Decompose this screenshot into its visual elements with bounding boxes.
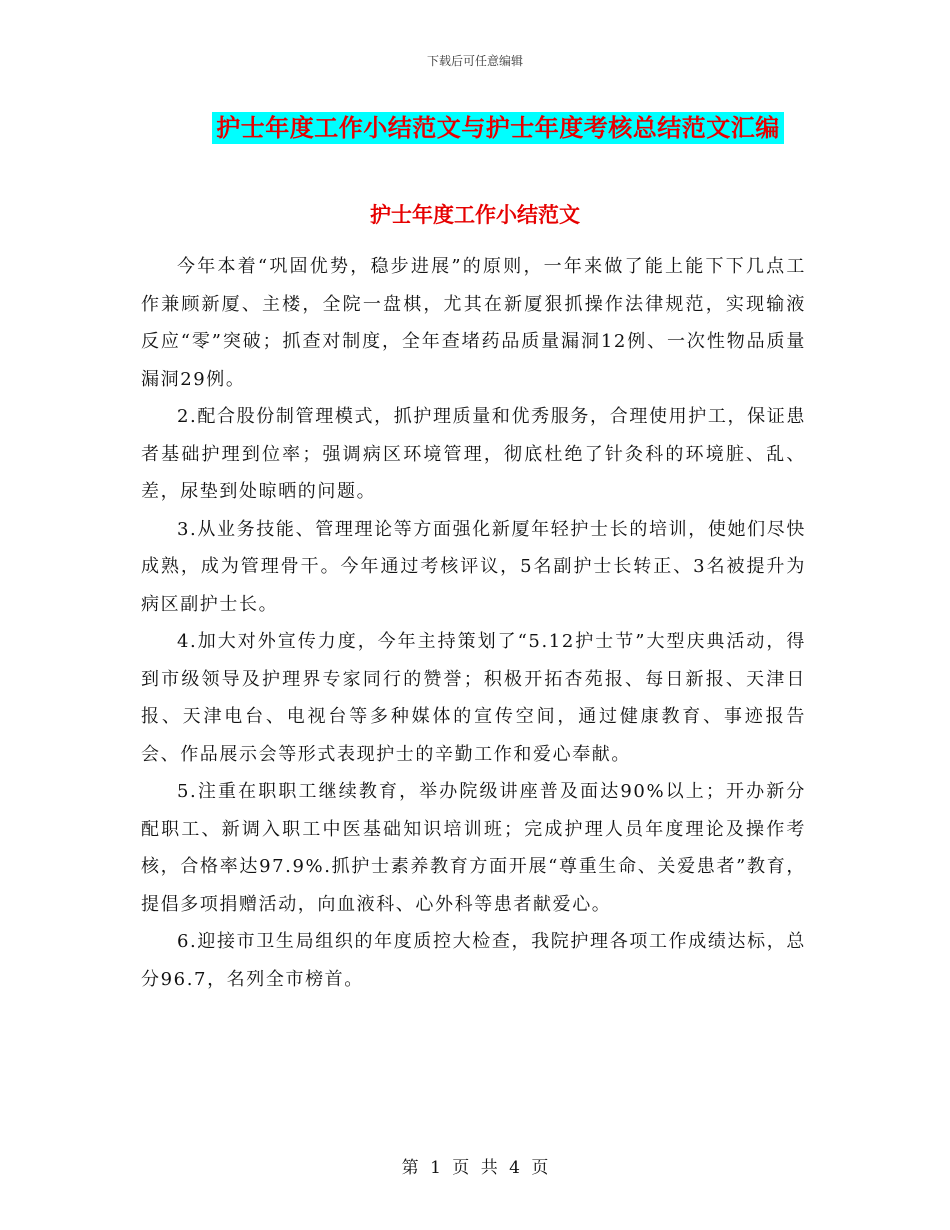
paragraph-4: 4.加大对外宣传力度，今年主持策划了“5.12护士节”大型庆典活动，得到市级领导及护理界专家同行的赞誉；积极开拓杏苑报、每日新报、天津日报、天津电台、电视台等多种媒体的宣传空间，通过健康教育、事迹报告会、作品展示会等形式表现护士的辛勤工作和爱心奉献。: [141, 631, 806, 765]
paragraph-5: 5.注重在职职工继续教育，举办院级讲座普及面达90%以上；开办新分配职工、新调入职工中医基础知识培训班；完成护理人员年度理论及操作考核，合格率达97.9%.抓护士素养教育方面开展“尊重生命、关爱患者”教育，提倡多项捐赠活动，向血液科、心外科等患者献爱心。: [141, 781, 806, 915]
paragraph-1: 今年本着“巩固优势，稳步进展”的原则，一年来做了能上能下下几点工作兼顾新厦、主楼，全院一盘棋，尤其在新厦狠抓操作法律规范，实现输液反应“零”突破；抓查对制度，全年查堵药品质量漏洞12例、一次性物品质量漏洞29例。: [141, 256, 806, 390]
paragraph-2: 2.配合股份制管理模式，抓护理质量和优秀服务，合理使用护工，保证患者基础护理到位率；强调病区环境管理，彻底杜绝了针灸科的环境脏、乱、差，尿垫到处晾晒的问题。: [141, 406, 806, 502]
paragraph-6: 6.迎接市卫生局组织的年度质控大检查，我院护理各项工作成绩达标，总分96.7，名列全市榜首。: [141, 931, 806, 990]
document-body: [141, 248, 806, 998]
page-number-footer: 第 1 页 共 4 页: [401, 1158, 549, 1178]
page-header-note: 下载后可任意编辑: [426, 54, 523, 68]
main-title-container: [0, 112, 950, 144]
paragraph-3: 3.从业务技能、管理理论等方面强化新厦年轻护士长的培训，使她们尽快成熟，成为管理骨干。今年通过考核评议，5名副护士长转正、3名被提升为病区副护士长。: [141, 518, 806, 615]
document-main-title: 护士年度工作小结范文与护士年度考核总结范文汇编: [212, 112, 784, 144]
section-title: 护士年度工作小结范文: [370, 202, 580, 227]
